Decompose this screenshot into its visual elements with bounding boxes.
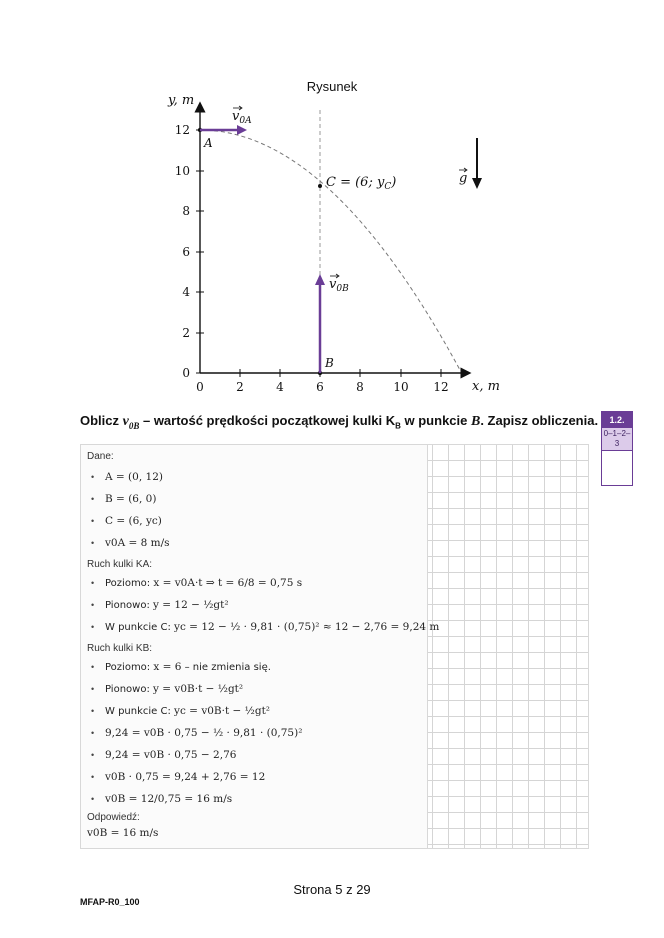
list-item: • v0B = 12/0,75 = 16 m/s xyxy=(91,793,233,805)
list-item: • Pionowo: y = v0B·t − ½gt² xyxy=(91,683,244,695)
list-item: • C = (6, yc) xyxy=(91,515,162,527)
page-number: Strona 5 z 29 xyxy=(293,882,371,897)
list-item: • Pionowo: y = 12 − ½gt² xyxy=(91,599,229,611)
score-box xyxy=(601,411,633,486)
dane-header: Dane: xyxy=(87,451,114,462)
x-tick-label: 6 xyxy=(316,380,324,394)
x-tick-label: 0 xyxy=(196,380,204,394)
y-tick-label: 10 xyxy=(174,164,190,178)
gravity-arrowhead xyxy=(472,178,482,189)
y-tick-label: 0 xyxy=(182,366,190,380)
svg-text:v0B: $v_{0B}$ xyxy=(329,277,349,294)
x-tick-label: 12 xyxy=(433,380,449,394)
list-item: • Poziomo: x = 6 – nie zmienia się. xyxy=(91,661,271,673)
svg-text:v0A: $v_{0A}$ xyxy=(232,109,252,126)
list-item: • A = (0, 12) xyxy=(91,471,163,483)
trajectory-a xyxy=(200,130,460,370)
svg-text:g: g xyxy=(459,171,468,186)
list-item: • W punkcie C: yc = v0B·t − ½gt² xyxy=(91,705,271,717)
ruch-a-header: Ruch kulki KA: xyxy=(87,559,153,570)
list-item: • 9,24 = v0B · 0,75 − 2,76 xyxy=(91,749,237,761)
final-answer: v0B = 16 m/s xyxy=(87,827,159,839)
v0b-arrowhead xyxy=(315,274,325,285)
trajectory-figure xyxy=(0,0,664,405)
point-c-dot xyxy=(318,184,322,188)
list-item: • v0A = 8 m/s xyxy=(91,537,170,549)
list-item: • 9,24 = v0B · 0,75 − ½ · 9,81 · (0,75)² xyxy=(91,727,303,739)
v0a-label xyxy=(232,106,252,126)
x-tick-label: 4 xyxy=(276,380,284,394)
y-tick-label: 12 xyxy=(174,123,190,137)
points-scale: 0–1–2–3 xyxy=(602,428,632,451)
x-tick-label: 10 xyxy=(393,380,409,394)
document-code: MFAP-R0_100 xyxy=(80,897,140,907)
y-tick-label: 6 xyxy=(182,245,190,259)
g-label xyxy=(459,168,467,186)
v0a-arrowhead xyxy=(237,125,247,135)
point-a-label: A xyxy=(204,136,213,150)
odpowiedz-header: Odpowiedź: xyxy=(87,812,140,823)
list-item: • Poziomo: x = v0A·t ⇒ t = 6/8 = 0,75 s xyxy=(91,577,303,589)
x-axis-label: x, m xyxy=(472,379,500,394)
y-tick-label: 4 xyxy=(182,285,190,299)
answer-grid[interactable] xyxy=(80,444,589,849)
x-tick-label: 2 xyxy=(236,380,244,394)
list-item: • v0B · 0,75 = 9,24 + 2,76 = 12 xyxy=(91,771,266,783)
figure-title: Rysunek xyxy=(306,79,358,94)
point-b-label: B xyxy=(325,356,334,370)
answer-content xyxy=(81,445,440,848)
point-c-label: C = (6; $y_C$) xyxy=(326,175,397,192)
y-axis-label: y, m xyxy=(168,93,195,108)
ruch-b-header: Ruch kulki KB: xyxy=(87,643,153,654)
list-item: • B = (6, 0) xyxy=(91,493,157,505)
y-tick-label: 2 xyxy=(182,326,190,340)
task-prompt: Oblicz $v_{0B}$ – wartość prędkości początkowej kulki $K_B$ w punkcie B. Zapisz obliczenia. xyxy=(80,413,599,431)
y-tick-label: 8 xyxy=(182,204,190,218)
v0b-label xyxy=(329,274,349,294)
task-number: 1.2. xyxy=(602,412,632,428)
list-item: • W punkcie C: yc = 12 − ½ · 9,81 · (0,75)² ≈ 12 − 2,76 = 9,24 m xyxy=(91,621,440,633)
x-tick-label: 8 xyxy=(356,380,364,394)
